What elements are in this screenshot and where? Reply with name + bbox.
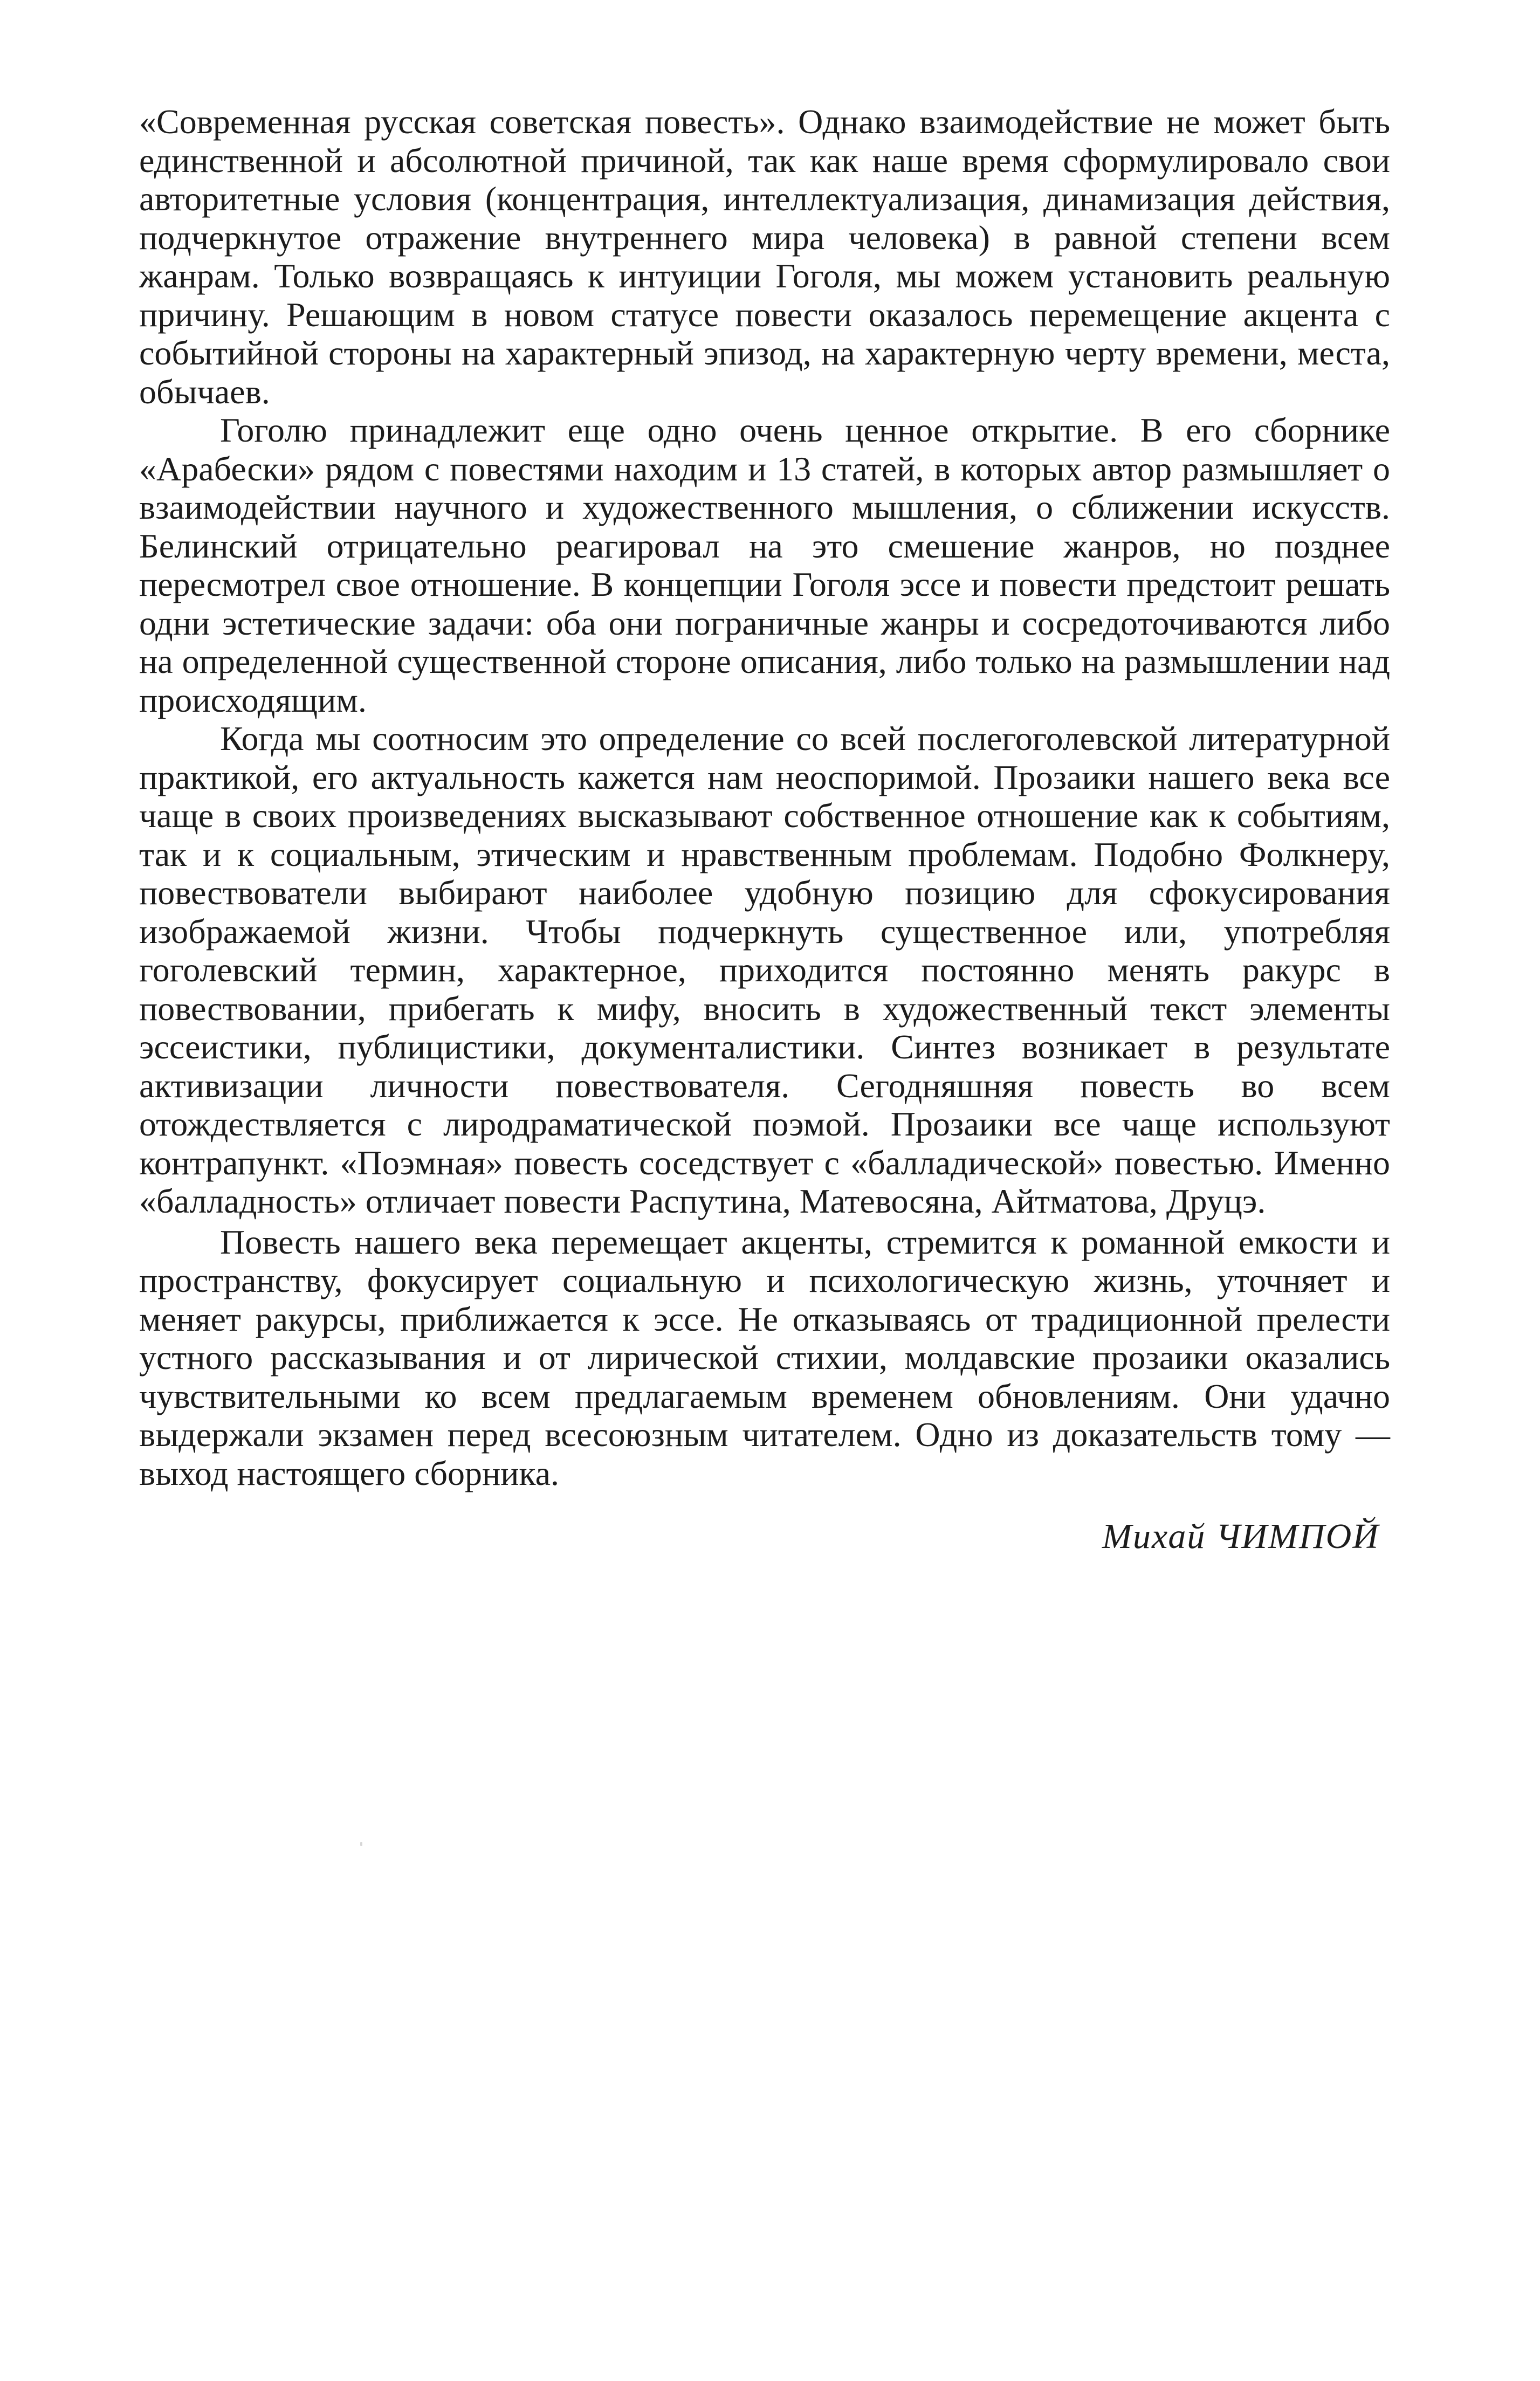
- paragraph-4: Повесть нашего века перемещает акценты, стремится к романной емкости и пространству, фокусирует социальную и психологическую жизнь, уточняет и меняет ракурсы, приближается к эссе. Не отказываясь от традиционной прелести устного рассказывания и от лирической стихии, молдавские прозаики оказались чувствительными ко всем предлагаемым временем обновлениям. Они удачно выдержали экзамен перед всесоюзным читателем. Одно из доказательств тому — выход настоящего сборника.: [139, 1222, 1390, 1492]
- author-signature: Михай ЧИМПОЙ: [1102, 1517, 1379, 1556]
- print-speck: [360, 1842, 362, 1846]
- paragraph-2: Гоголю принадлежит еще одно очень ценное открытие. В его сборнике «Арабески» рядом с повестями находим и 13 статей, в которых автор размышляет о взаимодействии научного и художественного мышления, о сближении искусств. Белинский отрицательно реагировал на это смешение жанров, но позднее пересмотрел свое отношение. В концепции Гоголя эссе и повести предстоит решать одни эстетические задачи: оба они пограничные жанры и сосредоточиваются либо на определенной существенной стороне описания, либо только на размышлении над происходящим.: [139, 411, 1390, 719]
- paragraph-3: Когда мы соотносим это определение со всей послегоголевской литературной практикой, его актуальность кажется нам неоспоримой. Прозаики нашего века все чаще в своих произведениях высказывают собственное отношение как к событиям, так и к социальным, этическим и нравственным проблемам. Подобно Фолкнеру, повествователи выбирают наиболее удобную позицию для сфокусирования изображаемой жизни. Чтобы подчеркнуть существенное или, употребляя гоголевский термин, характерное, приходится постоянно менять ракурс в повествовании, прибегать к мифу, вносить в художественный текст элементы эссеистики, публицистики, документалистики. Синтез возникает в результате активизации личности повествователя. Сегодняшняя повесть во всем отождествляется с лиродраматической поэмой. Прозаики все чаще используют контрапункт. «Поэмная» повесть соседствует с «балладической» повестью. Именно «балладность» отличает повести Распутина, Матевосяна, Айтматова, Друцэ.: [139, 719, 1390, 1220]
- paragraph-1: «Современная русская советская повесть». Однако взаимодействие не может быть единственной и абсолютной причиной, так как наше время сформулировало свои авторитетные условия (концентрация, интеллектуализация, динамизация действия, подчеркнутое отражение внутреннего мира человека) в равной степени всем жанрам. Только возвращаясь к интуиции Гоголя, мы можем установить реальную причину. Решающим в новом статусе повести оказалось перемещение акцента с событийной стороны на характерный эпизод, на характерную черту времени, места, обычаев.: [139, 102, 1390, 411]
- document-page: [139, 102, 1390, 1558]
